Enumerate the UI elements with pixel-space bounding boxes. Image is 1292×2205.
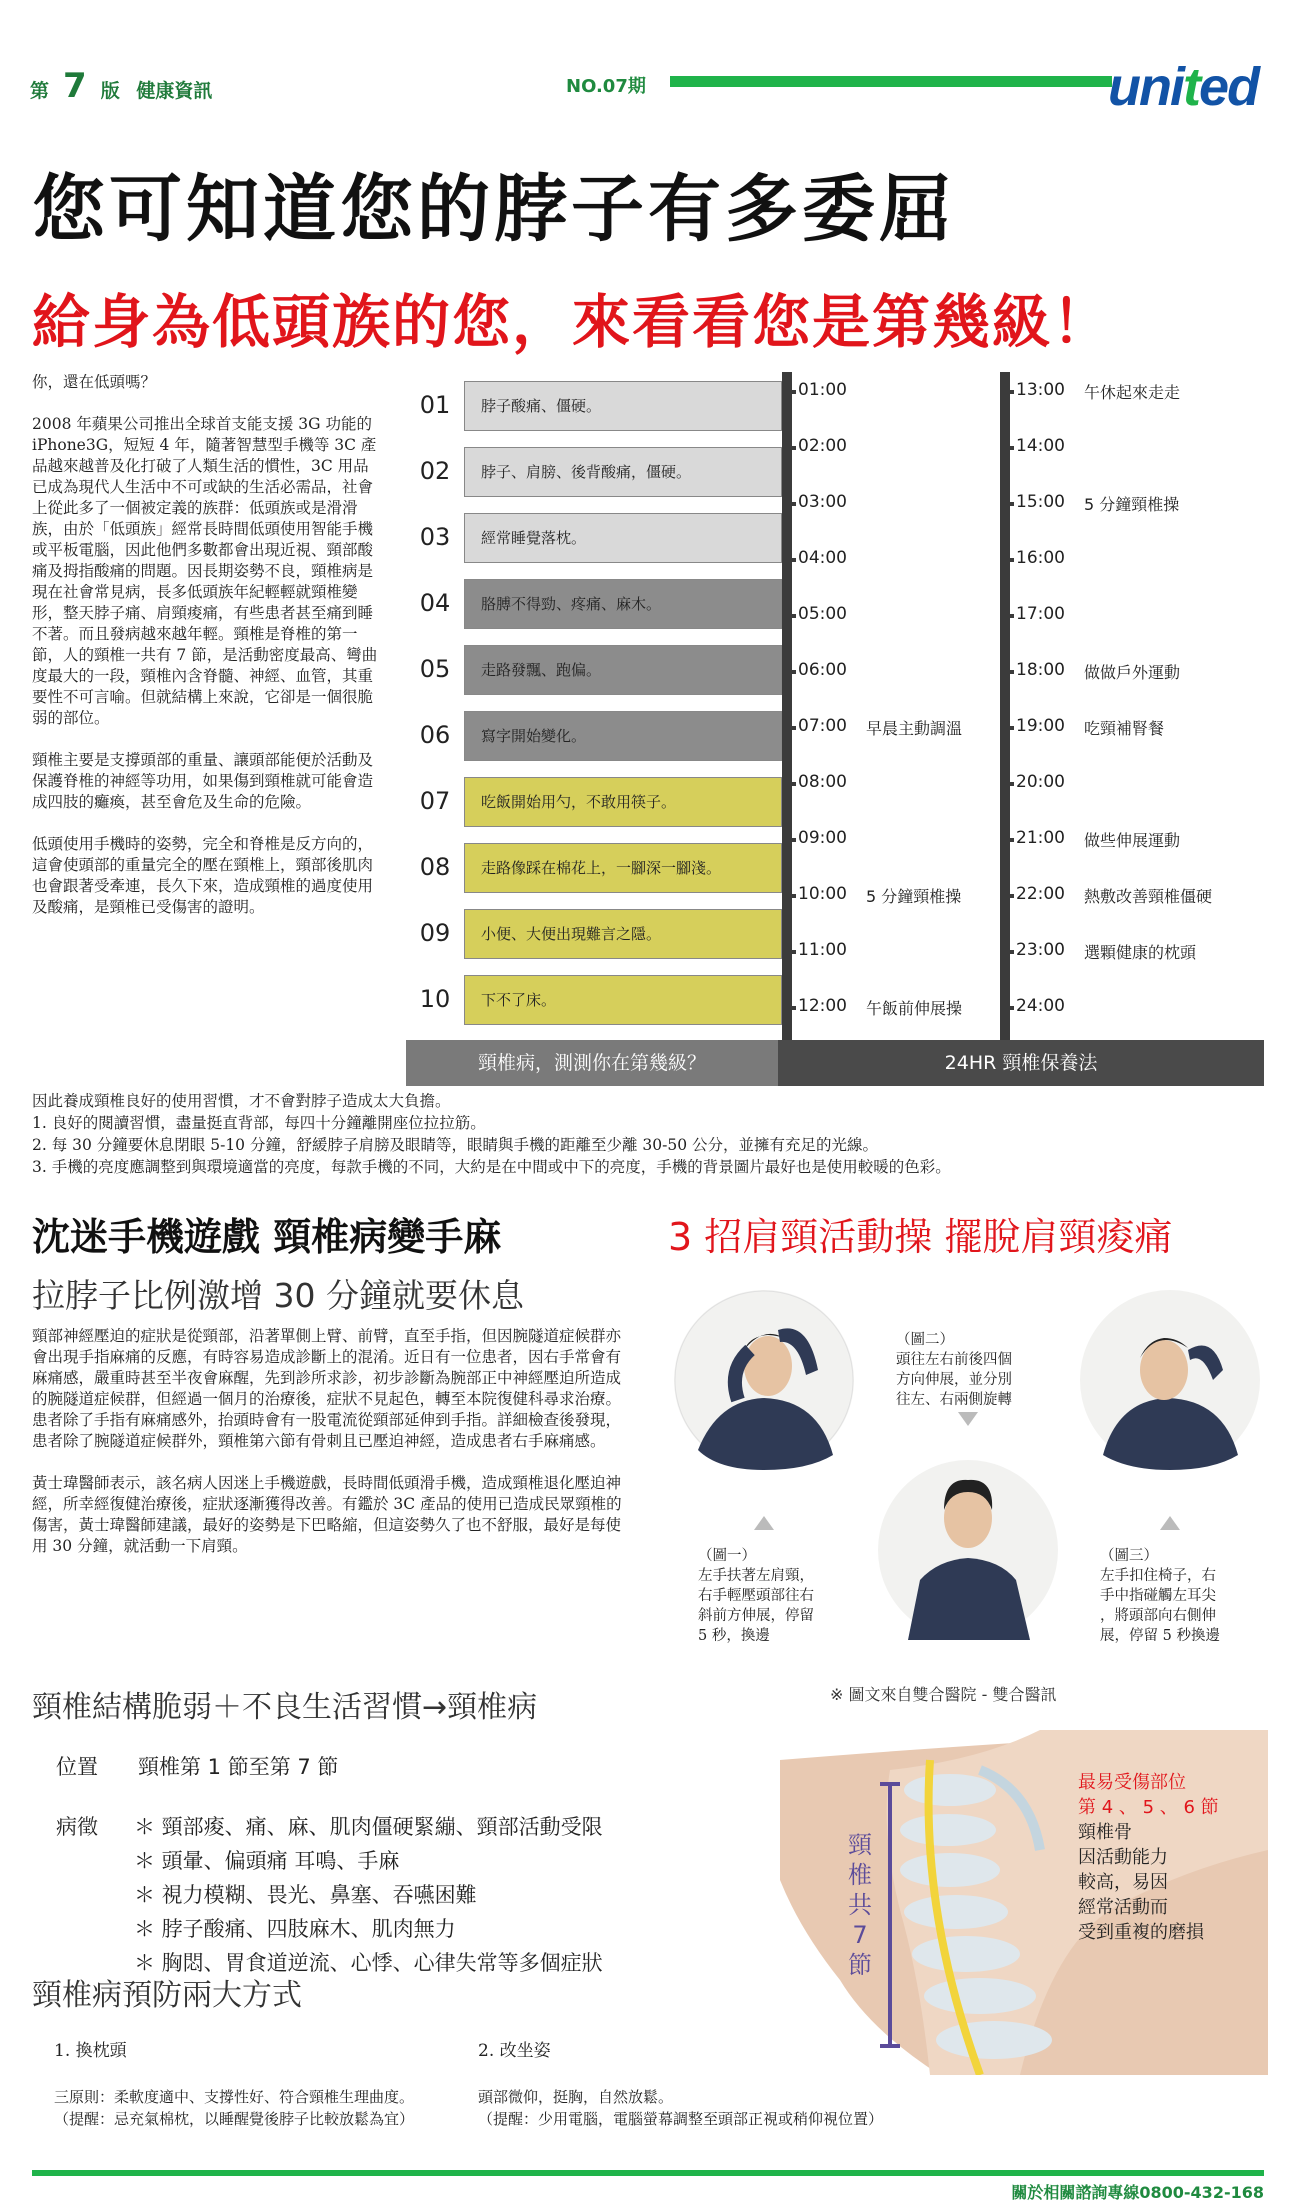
intro-text — [32, 372, 384, 939]
tip-3: 3. 手機的亮度應調整到與環境適當的亮度，每款手機的不同，大約是在中間或中下的亮度，手機的背景圖片最好也是使用較暖的色彩。 — [32, 1158, 951, 1176]
spine-red-1: 最易受傷部位 — [1078, 1772, 1186, 1793]
level-number: 01 — [419, 391, 451, 419]
issue-number: NO.07期 — [566, 76, 646, 97]
section2-subtitle: 拉脖子比例激增 30 分鐘就要休息 — [32, 1276, 524, 1315]
timeline-time: 20:00 — [1016, 772, 1065, 792]
symptom-item: ＊ 脖子酸痛、四肢麻木、肌肉無力 — [134, 1917, 456, 1941]
level-row — [406, 772, 782, 830]
timeline-tick — [782, 1006, 796, 1010]
intro-p3: 低頭使用手機時的姿勢，完全和脊椎是反方向的，這會使頭部的重量完全的壓在頸椎上，頸部後肌肉也會跟著受牽連，長久下來，造成頸椎的過度使用及酸痛，是頸椎已受傷害的證明。 — [32, 835, 374, 916]
page-title: 您可知道您的脖子有多委屈 — [32, 167, 956, 252]
level-number: 10 — [419, 985, 451, 1013]
spine-vertical-a: 頸 — [848, 1831, 872, 1859]
exercise-caption-1: （圖一） 左手扶著左肩頸， 右手輕壓頭部往右 斜前方伸展，停留 5 秒，換邊 — [698, 1548, 814, 1644]
timeline-tick — [1000, 446, 1014, 450]
timeline-time: 11:00 — [798, 940, 847, 960]
level-number: 06 — [419, 721, 451, 749]
spine-vertical-b: 椎 — [848, 1861, 872, 1889]
method-1-line-1: 三原則：柔軟度適中、支撐性好、符合頸椎生理曲度。 — [54, 2088, 415, 2106]
timeline-time: 12:00 — [798, 996, 847, 1016]
timeline-time: 07:00 — [798, 716, 847, 736]
level-row — [406, 376, 782, 434]
level-row — [406, 574, 782, 632]
spine-annotation — [1078, 1770, 1219, 1945]
section2-p2: 黃士瑋醫師表示，該名病人因迷上手機遊戲，長時間低頭滑手機，造成頸椎退化壓迫神經，所幸經復健治療後，症狀逐漸獲得改善。有鑑於 3C 產品的使用已造成民眾頸椎的傷害，黃士瑋醫師建議，最好的姿勢是下巴略縮，但這姿勢久了也不舒服，最好是每使用 30 分鐘，就活動一下肩頸。 — [32, 1474, 622, 1555]
bottom-bar — [32, 2170, 1264, 2176]
timeline-tick — [782, 782, 796, 786]
method-2-line-1: 頭部微仰，挺胸，自然放鬆。 — [478, 2088, 674, 2106]
timeline-note: 午飯前伸展操 — [866, 999, 963, 1018]
spine-note-line: 頸椎骨 — [1078, 1822, 1132, 1843]
timeline-time: 08:00 — [798, 772, 847, 792]
timeline-tick — [782, 614, 796, 618]
arrow-up-icon — [1160, 1516, 1180, 1530]
timeline-bar-right — [1000, 372, 1010, 1040]
level-number: 05 — [419, 655, 451, 683]
spine-vertical-c: 共 — [848, 1891, 872, 1919]
timeline-time: 10:00 — [798, 884, 847, 904]
timeline-note: 午休起來走走 — [1084, 383, 1181, 402]
level-row — [406, 508, 782, 566]
timeline-tick — [1000, 614, 1014, 618]
prevention-method-1: 1. 換枕頭 — [54, 2041, 127, 2061]
chart-footer-right: 24HR 頸椎保養法 — [778, 1040, 1264, 1086]
method-2-detail — [478, 2086, 883, 2130]
timeline-time: 04:00 — [798, 548, 847, 568]
timeline-time: 22:00 — [1016, 884, 1065, 904]
spine-note-line: 受到重複的磨損 — [1078, 1922, 1204, 1943]
spine-note-line: 較高，易因 — [1078, 1872, 1168, 1893]
timeline-time: 13:00 — [1016, 380, 1065, 400]
exercise-photo-3 — [1080, 1290, 1260, 1470]
spine-note-line: 因活動能力 — [1078, 1847, 1168, 1868]
timeline-note: 早晨主動調溫 — [866, 719, 963, 738]
section2-title-red: 3 招肩頸活動操 擺脫肩頸痠痛 — [668, 1215, 1173, 1259]
method-2-line-2: （提醒：少用電腦，電腦螢幕調整至頭部正視或稍仰視位置） — [478, 2110, 884, 2128]
level-row — [406, 442, 782, 500]
intro-p2: 頸椎主要是支撐頭部的重量、讓頭部能便於活動及保護脊椎的神經等功用，如果傷到頸椎就可能會造成四肢的癱瘓，甚至會危及生命的危險。 — [32, 751, 374, 811]
page-num: 7 — [63, 66, 87, 106]
symptom-item: ＊ 頭暈、偏頭痛 耳鳴、手麻 — [134, 1849, 400, 1873]
timeline-tick — [1000, 782, 1014, 786]
timeline-tick — [782, 670, 796, 674]
hotline: 關於相關諮詢專線0800-432-168 — [1011, 2183, 1264, 2202]
level-description: 寫字開始變化。 — [464, 711, 782, 761]
level-row — [406, 640, 782, 698]
timeline-time: 19:00 — [1016, 716, 1065, 736]
level-row — [406, 904, 782, 962]
timeline-time: 23:00 — [1016, 940, 1065, 960]
tip-1: 1. 良好的閱讀習慣，盡量挺直背部，每四十分鐘離開座位拉拉筋。 — [32, 1114, 486, 1132]
level-number: 08 — [419, 853, 451, 881]
timeline-bar-left — [782, 372, 792, 1040]
level-row — [406, 706, 782, 764]
section2-text — [32, 1326, 634, 1578]
prevention-title: 頸椎病預防兩大方式 — [32, 1978, 302, 2013]
level-description: 吃飯開始用勺，不敢用筷子。 — [464, 777, 782, 827]
page-number — [30, 66, 212, 106]
timeline-time: 15:00 — [1016, 492, 1065, 512]
timeline-tick — [1000, 502, 1014, 506]
timeline-time: 02:00 — [798, 436, 847, 456]
arrow-down-icon — [958, 1412, 978, 1426]
timeline-note: 做做戶外運動 — [1084, 663, 1181, 682]
timeline-time: 21:00 — [1016, 828, 1065, 848]
timeline-note: 熱敷改善頸椎僵硬 — [1084, 887, 1213, 906]
timeline-time: 01:00 — [798, 380, 847, 400]
timeline-note: 5 分鐘頸椎操 — [1084, 495, 1180, 514]
timeline-time: 16:00 — [1016, 548, 1065, 568]
timeline-tick — [782, 446, 796, 450]
section2-p1: 頸部神經壓迫的症狀是從頸部，沿著單側上臂、前臂，直至手指，但因腕隧道症候群亦會出現手指麻痛的反應，有時容易造成診斷上的混淆。近日有一位患者，因右手常會有麻痛感，嚴重時甚至半夜會麻醒，先到診所求診，初步診斷為腕部正中神經壓迫所造成的腕隧道症候群，但經過一個月的治療後，症狀不見起色，轉至本院復健科尋求治療。患者除了手指有麻痛感外，抬頭時會有一股電流從頸部延伸到手指。詳細檢查後發現，患者除了腕隧道症候群外，頸椎第六節有骨刺且已壓迫神經，造成患者右手麻痛感。 — [32, 1327, 622, 1450]
image-credit: ※ 圖文來自雙合醫院 - 雙合醫訊 — [830, 1685, 1057, 1704]
level-description: 走路發飄、跑偏。 — [464, 645, 782, 695]
page-suffix: 版 — [100, 80, 120, 102]
page-subtitle: 給身為低頭族的您，來看看您是第幾級！ — [32, 288, 1113, 356]
timeline-tick — [782, 894, 796, 898]
exercise-caption-3: （圖三） 左手扣住椅子，右 手中指碰觸左耳尖 ，將頭部向右側伸 展，停留 5 秒換邊 — [1100, 1548, 1220, 1644]
exercise-photo-2 — [878, 1460, 1058, 1640]
timeline-tick — [1000, 670, 1014, 674]
page-prefix: 第 — [30, 80, 50, 102]
symptom-list — [134, 1810, 603, 1980]
timeline-tick — [1000, 726, 1014, 730]
level-description: 經常睡覺落枕。 — [464, 513, 782, 563]
timeline-time: 05:00 — [798, 604, 847, 624]
timeline-tick — [782, 950, 796, 954]
level-number: 09 — [419, 919, 451, 947]
level-number: 07 — [419, 787, 451, 815]
timeline-tick — [1000, 390, 1014, 394]
timeline-time: 09:00 — [798, 828, 847, 848]
level-description: 胳膊不得勁、疼痛、麻木。 — [464, 579, 782, 629]
spine-vertical-label — [846, 1830, 874, 1980]
logo-part-b: t — [1182, 57, 1199, 117]
spine-red-2: 第 4 、 5 、 6 節 — [1078, 1797, 1219, 1818]
structure-title: 頸椎結構脆弱＋不良生活習慣→頸椎病 — [32, 1690, 538, 1725]
prevention-method-2: 2. 改坐姿 — [478, 2041, 551, 2061]
timeline-tick — [782, 502, 796, 506]
timeline-tick — [1000, 950, 1014, 954]
timeline-time: 17:00 — [1016, 604, 1065, 624]
timeline-tick — [1000, 838, 1014, 842]
timeline-tick — [1000, 894, 1014, 898]
level-number: 02 — [419, 457, 451, 485]
timeline-time: 18:00 — [1016, 660, 1065, 680]
timeline-note: 選顆健康的枕頭 — [1084, 943, 1197, 962]
spine-vertical-d: 7 — [852, 1921, 868, 1949]
timeline-note: 吃頸補腎餐 — [1084, 719, 1165, 738]
logo-part-c: ed — [1198, 57, 1258, 117]
tips-list — [32, 1090, 1262, 1178]
timeline-tick — [1000, 1006, 1014, 1010]
timeline-time: 06:00 — [798, 660, 847, 680]
timeline-time: 03:00 — [798, 492, 847, 512]
timeline-time: 24:00 — [1016, 996, 1065, 1016]
level-number: 03 — [419, 523, 451, 551]
logo-part-a: uni — [1108, 57, 1183, 117]
chart-footer-left: 頸椎病，測測你在第幾級？ — [406, 1040, 778, 1086]
symptom-item: ＊ 頸部痠、痛、麻、肌肉僵硬緊繃、頸部活動受限 — [134, 1815, 603, 1839]
spine-black-lines — [1078, 1820, 1219, 1945]
section2-title: 沈迷手機遊戲 頸椎病變手麻 — [32, 1215, 502, 1259]
timeline-tick — [782, 390, 796, 394]
timeline-note: 做些伸展運動 — [1084, 831, 1181, 850]
timeline-time: 14:00 — [1016, 436, 1065, 456]
level-description: 脖子、肩膀、後背酸痛，僵硬。 — [464, 447, 782, 497]
timeline-tick — [782, 558, 796, 562]
symptom-item: ＊ 胸悶、胃食道逆流、心悸、心律失常等多個症狀 — [134, 1951, 603, 1975]
timeline-note: 5 分鐘頸椎操 — [866, 887, 962, 906]
position-label: 位置 — [56, 1755, 98, 1779]
header-bar — [670, 76, 1112, 87]
timeline-tick — [782, 838, 796, 842]
tip-intro: 因此養成頸椎良好的使用習慣，才不會對脖子造成太大負擔。 — [32, 1092, 451, 1110]
level-row — [406, 838, 782, 896]
tip-2: 2. 每 30 分鐘要休息閉眼 5-10 分鐘，舒緩脖子肩膀及眼睛等，眼睛與手機的距離至少離 30-50 公分，並擁有充足的光線。 — [32, 1136, 879, 1154]
exercise-caption-2: （圖二） 頭往左右前後四個 方向伸展，並分別 往左、右兩側旋轉 — [896, 1332, 1012, 1408]
exercise-photo-1 — [674, 1290, 854, 1470]
method-1-detail — [54, 2086, 414, 2130]
method-1-line-2: （提醒：忌充氣棉枕，以睡醒覺後脖子比較放鬆為宜） — [54, 2110, 415, 2128]
level-description: 脖子酸痛、僵硬。 — [464, 381, 782, 431]
section-name: 健康資訊 — [136, 80, 213, 102]
symptom-label: 病徵 — [56, 1815, 98, 1839]
position-value: 頸椎第 1 節至第 7 節 — [138, 1755, 339, 1779]
spine-vertical-e: 節 — [848, 1951, 872, 1979]
level-number: 04 — [419, 589, 451, 617]
arrow-up-icon — [754, 1516, 774, 1530]
intro-p1: 2008 年蘋果公司推出全球首支能支援 3G 功能的 iPhone3G，短短 4 年，隨著智慧型手機等 3C 產品越來越普及化打破了人類生活的慣性，3C 用品已成為現代人生活中不可或缺的生活必需品，社會上從此多了一個被定義的族群：低頭族或是滑滑族，由於「低頭族」經常長時間低頭使用智能手機或平板電腦，因此他們多數都會出現近視、頸部酸痛及拇指酸痛的問題。因長期姿勢不良，頸椎病是現在社會常見病，長多低頭族年紀輕輕就頸椎變形，整天脖子痛、肩頸痠痛，有些患者甚至痛到睡不著。而且發病越來越年輕。頸椎是脊椎的第一節，人的頸椎一共有 7 節，是活動密度最高、彎曲度最大的一段，頸椎內含脊髓、神經、血管，其重要性不可言喻。但就結構上來說，它卻是一個很脆弱的部位。 — [32, 415, 378, 727]
intro-p0: 你，還在低頭嗎？ — [32, 373, 157, 391]
symptom-item: ＊ 視力模糊、畏光、鼻塞、吞嚥困難 — [134, 1883, 477, 1907]
level-row — [406, 970, 782, 1028]
spine-note-line: 經常活動而 — [1078, 1897, 1168, 1918]
level-description: 下不了床。 — [464, 975, 782, 1025]
timeline-tick — [1000, 558, 1014, 562]
level-description: 走路像踩在棉花上，一腳深一腳淺。 — [464, 843, 782, 893]
timeline-tick — [782, 726, 796, 730]
level-description: 小便、大便出現難言之隱。 — [464, 909, 782, 959]
brand-logo — [1108, 56, 1258, 118]
